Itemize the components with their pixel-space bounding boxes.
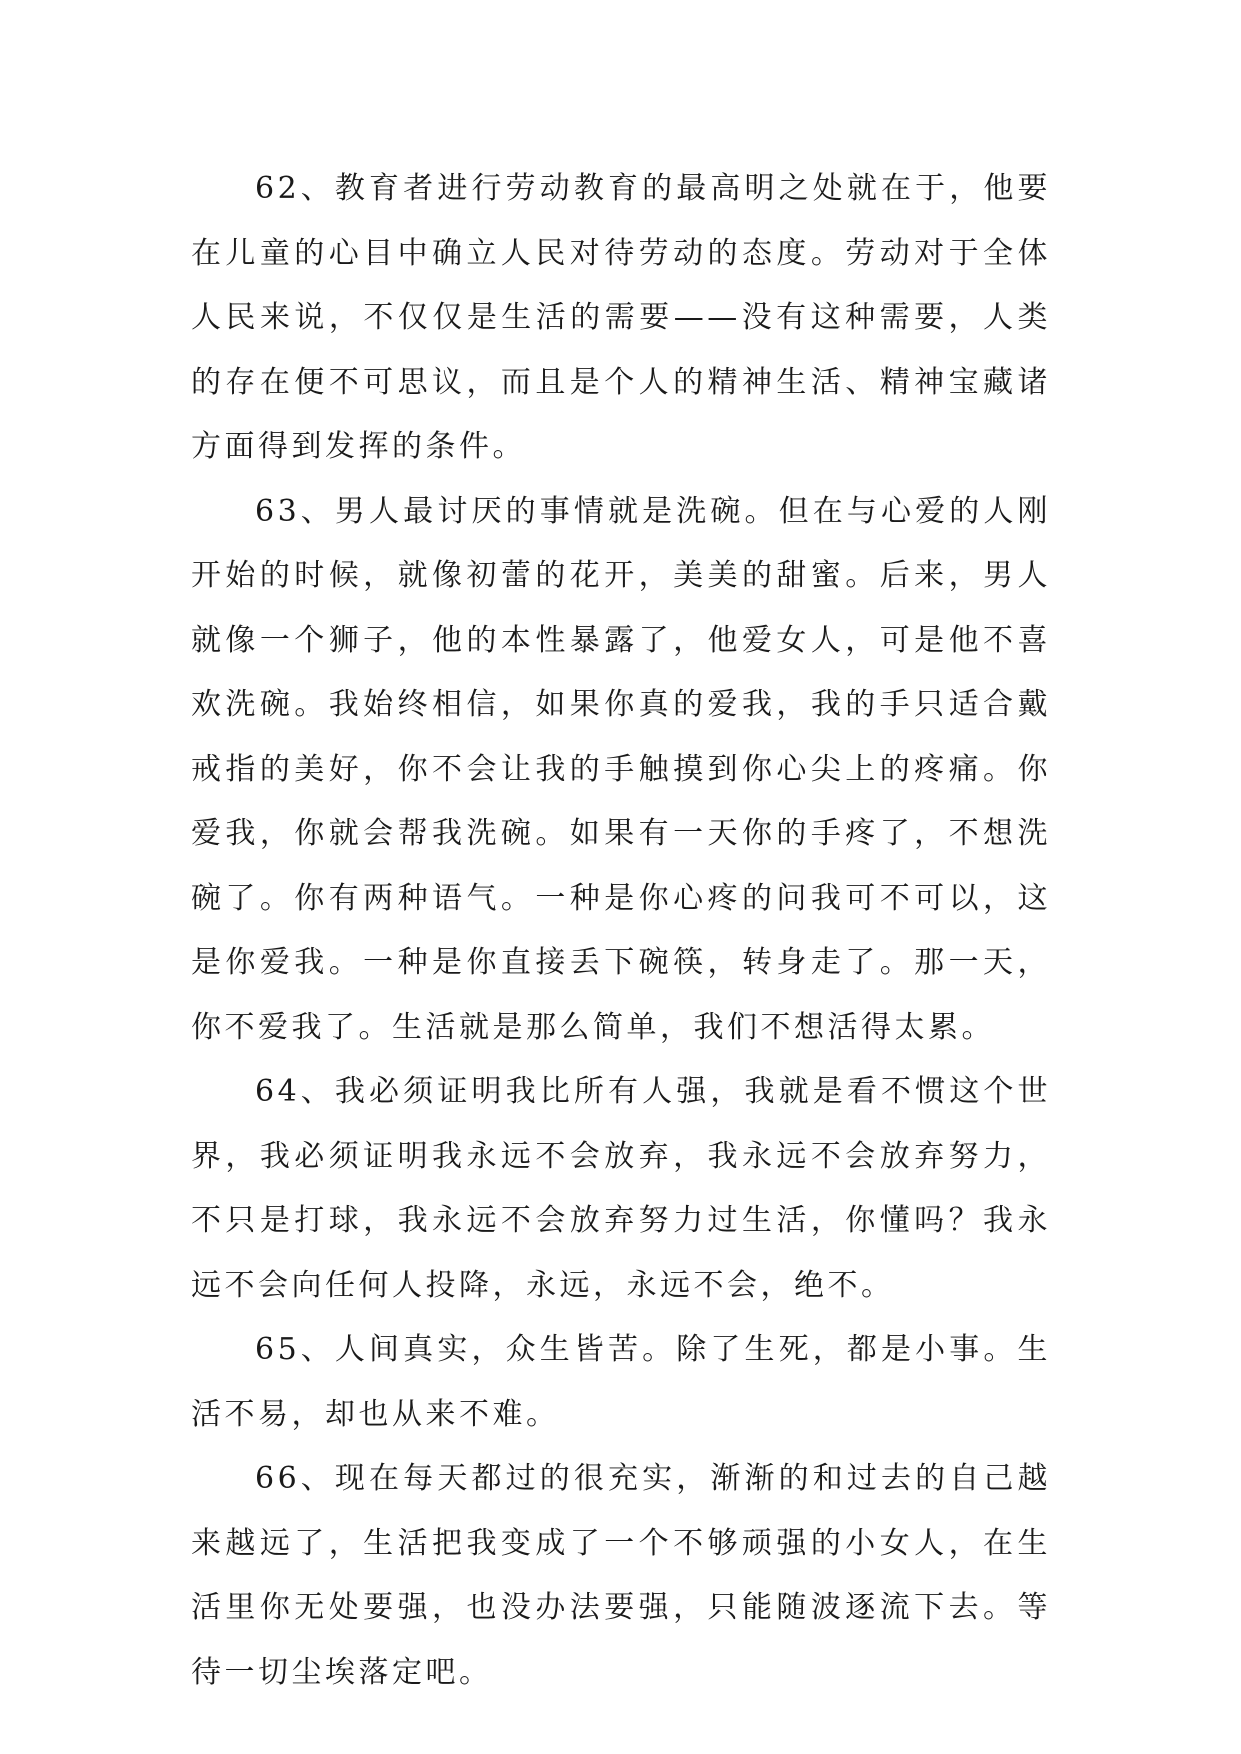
paragraph-63: 63、男人最讨厌的事情就是洗碗。但在与心爱的人刚开始的时候，就像初蕾的花开，美美的甜蜜。后来，男人就像一个狮子，他的本性暴露了，他爱女人，可是他不喜欢洗碗。我始终相信，如果你真的爱我，我的手只适合戴戒指的美好，你不会让我的手触摸到你心尖上的疼痛。你爱我，你就会帮我洗碗。如果有一天你的手疼了，不想洗碗了。你有两种语气。一种是你心疼的问我可不可以，这是你爱我。一种是你直接丢下碗筷，转身走了。那一天，你不爱我了。生活就是那么简单，我们不想活得太累。 <box>191 493 1051 1045</box>
paragraph-66: 66、现在每天都过的很充实，渐渐的和过去的自己越来越远了，生活把我变成了一个不够顽强的小女人，在生活里你无处要强，也没办法要强，只能随波逐流下去。等待一切尘埃落定吧。 <box>191 1461 1051 1690</box>
paragraph-65: 65、人间真实，众生皆苦。除了生死，都是小事。生活不易，却也从来不难。 <box>191 1332 1051 1432</box>
document-body <box>191 157 1051 1705</box>
paragraph-62: 62、教育者进行劳动教育的最高明之处就在于，他要在儿童的心目中确立人民对待劳动的态度。劳动对于全体人民来说，不仅仅是生活的需要——没有这种需要，人类的存在便不可思议，而且是个人的精神生活、精神宝藏诸方面得到发挥的条件。 <box>191 171 1051 464</box>
paragraph-64: 64、我必须证明我比所有人强，我就是看不惯这个世界，我必须证明我永远不会放弃，我永远不会放弃努力，不只是打球，我永远不会放弃努力过生活，你懂吗？我永远不会向任何人投降，永远，永远不会，绝不。 <box>191 1074 1051 1303</box>
